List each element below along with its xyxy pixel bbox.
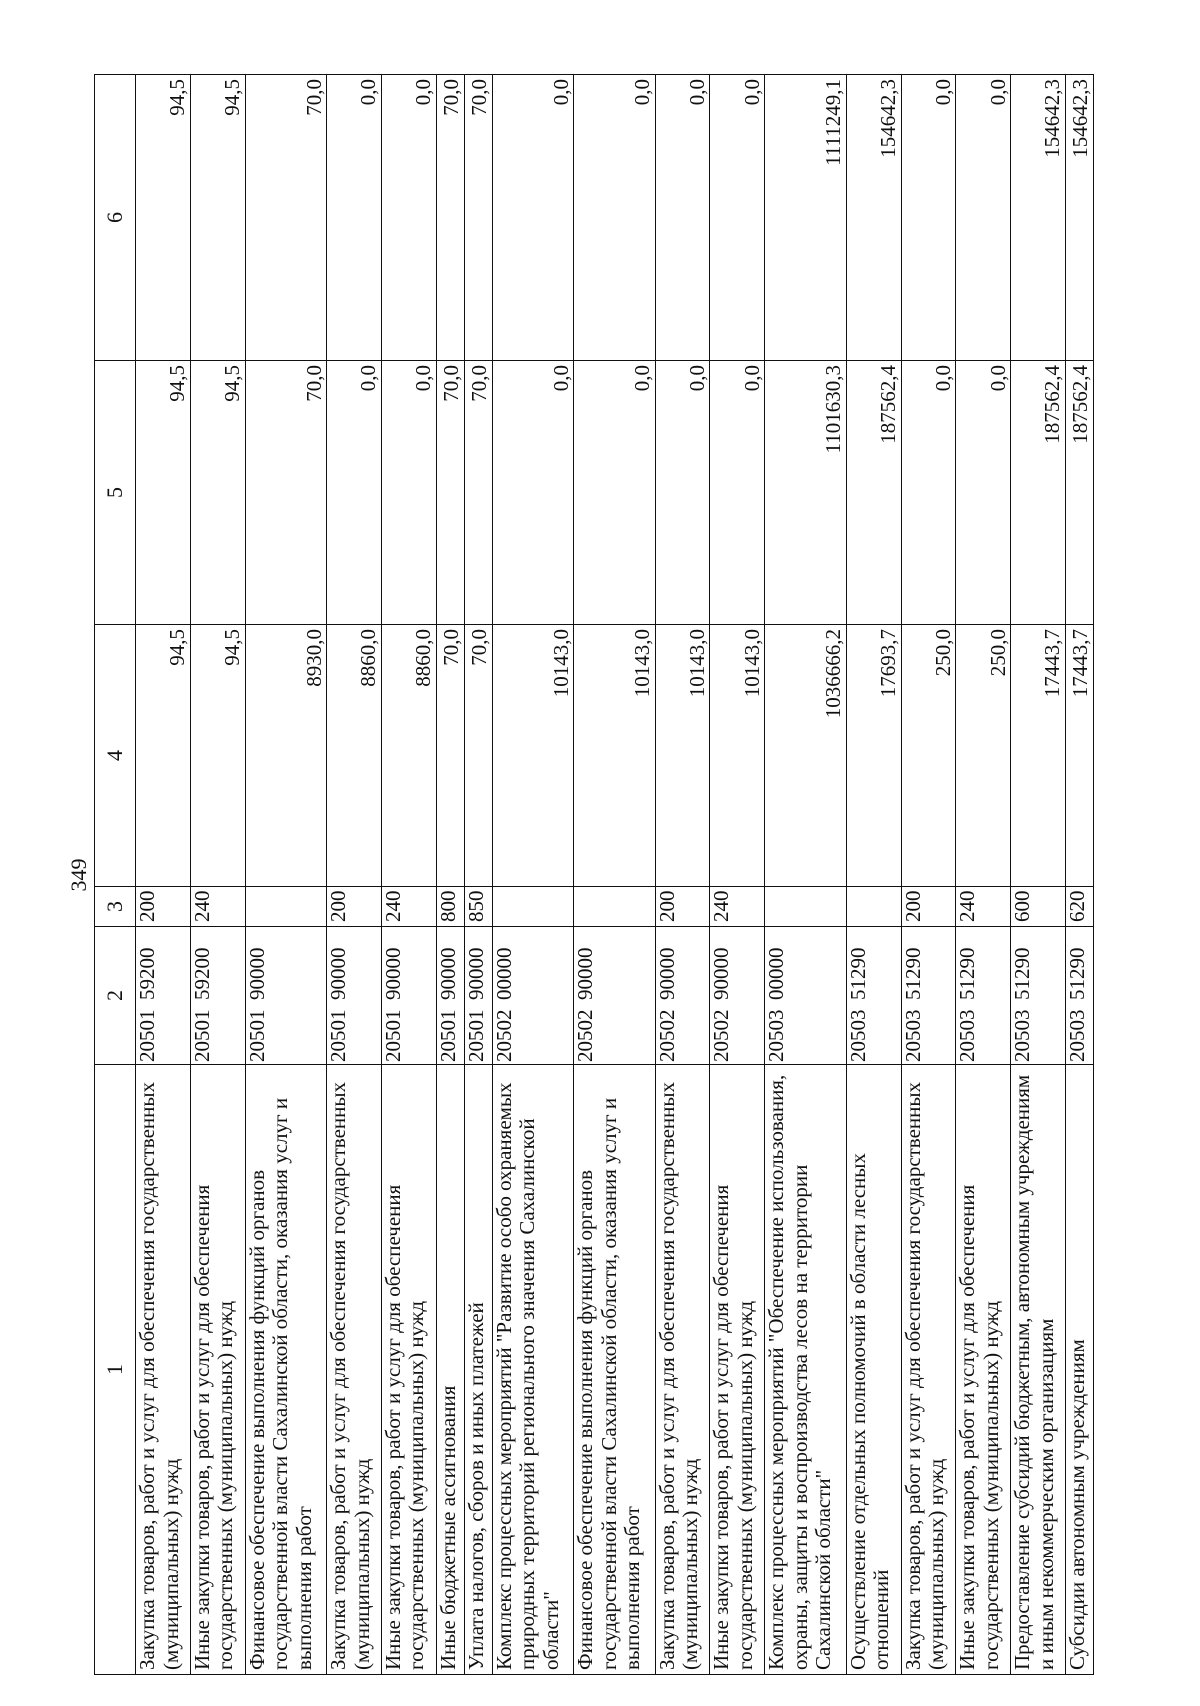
row-type: 240 [381, 887, 436, 927]
code-b: 90000 [435, 947, 460, 1000]
code-a: 20503 [764, 1009, 789, 1062]
row-type: 200 [655, 887, 710, 927]
row-value-5: 0,0 [956, 361, 1011, 625]
row-value-4: 8930,0 [245, 625, 327, 887]
row-type: 620 [1065, 887, 1093, 927]
code-a: 20503 [1010, 1009, 1035, 1062]
row-type: 200 [327, 887, 382, 927]
table-row [846, 75, 901, 1675]
code-b: 51290 [1064, 947, 1089, 1000]
row-value-6: 0,0 [492, 75, 574, 361]
row-value-4: 8860,0 [381, 625, 436, 887]
row-type: 240 [190, 887, 245, 927]
table-row [1011, 75, 1066, 1675]
table-row [574, 75, 656, 1675]
row-code [655, 927, 710, 1065]
row-code [901, 927, 956, 1065]
row-value-4: 8860,0 [327, 625, 382, 887]
code-a: 20502 [573, 1009, 598, 1062]
row-value-4: 10143,0 [492, 625, 574, 887]
row-code [846, 927, 901, 1065]
row-name: Иные закупки товаров, работ и услуг для обеспечения государственных (муниципальных) нужд [381, 1065, 436, 1675]
row-value-4: 17693,7 [846, 625, 901, 887]
row-name: Закупка товаров, работ и услуг для обеспечения государственных (муниципальных) нужд [901, 1065, 956, 1675]
table-row [381, 75, 436, 1675]
row-name: Иные закупки товаров, работ и услуг для обеспечения государственных (муниципальных) нужд [956, 1065, 1011, 1675]
row-name: Субсидии автономным учреждениям [1065, 1065, 1093, 1675]
table-row [901, 75, 956, 1675]
row-type [574, 887, 656, 927]
row-type: 200 [136, 887, 191, 927]
row-value-6: 70,0 [436, 75, 464, 361]
table-row [190, 75, 245, 1675]
row-value-4: 94,5 [190, 625, 245, 887]
row-type [492, 887, 574, 927]
code-a: 20501 [326, 1009, 351, 1062]
row-value-4: 17443,7 [1065, 625, 1093, 887]
code-a: 20502 [709, 1009, 734, 1062]
row-value-5: 70,0 [464, 361, 492, 625]
code-b: 90000 [463, 947, 488, 1000]
row-code [245, 927, 327, 1065]
row-type [245, 887, 327, 927]
code-b: 51290 [955, 947, 980, 1000]
row-value-6: 0,0 [574, 75, 656, 361]
row-type: 200 [901, 887, 956, 927]
row-type: 800 [436, 887, 464, 927]
row-value-5: 0,0 [655, 361, 710, 625]
header-col-6: 6 [95, 75, 136, 361]
row-value-5: 94,5 [190, 361, 245, 625]
row-value-5: 0,0 [710, 361, 765, 625]
row-name: Предоставление субсидий бюджетным, автономным учреждениям и иным некоммерческим организациям [1011, 1065, 1066, 1675]
row-name: Финансовое обеспечение выполнения функций органов государственной власти Сахалинской области, оказания услуг и выполнения работ [574, 1065, 656, 1675]
row-code [464, 927, 492, 1065]
row-value-5: 0,0 [381, 361, 436, 625]
row-name: Иные закупки товаров, работ и услуг для обеспечения государственных (муниципальных) нужд [710, 1065, 765, 1675]
code-b: 59200 [189, 947, 214, 1000]
row-name: Иные бюджетные ассигнования [436, 1065, 464, 1675]
table-header-row [95, 75, 136, 1675]
row-value-6: 154642,3 [1011, 75, 1066, 361]
row-code [574, 927, 656, 1065]
header-col-2: 2 [95, 927, 136, 1065]
row-value-5: 94,5 [136, 361, 191, 625]
table-row [136, 75, 191, 1675]
row-value-6: 1111249,1 [765, 75, 847, 361]
table-row [327, 75, 382, 1675]
row-value-6: 70,0 [464, 75, 492, 361]
row-value-6: 0,0 [381, 75, 436, 361]
code-a: 20503 [845, 1009, 870, 1062]
row-type: 240 [710, 887, 765, 927]
row-code [492, 927, 574, 1065]
row-value-4: 94,5 [136, 625, 191, 887]
row-code [765, 927, 847, 1065]
row-value-4: 70,0 [464, 625, 492, 887]
row-value-4: 17443,7 [1011, 625, 1066, 887]
row-value-6: 94,5 [136, 75, 191, 361]
code-a: 20501 [135, 1009, 159, 1062]
row-value-5: 70,0 [245, 361, 327, 625]
row-value-5: 0,0 [327, 361, 382, 625]
code-b: 90000 [380, 947, 405, 1000]
row-name: Осуществление отдельных полномочий в области лесных отношений [846, 1065, 901, 1675]
row-value-4: 10143,0 [655, 625, 710, 887]
table-row [1065, 75, 1093, 1675]
row-code [956, 927, 1011, 1065]
row-value-5: 0,0 [492, 361, 574, 625]
code-b: 59200 [135, 947, 159, 1000]
code-a: 20503 [900, 1009, 925, 1062]
table-row [245, 75, 327, 1675]
budget-table [94, 74, 1094, 1675]
row-code [190, 927, 245, 1065]
row-type [765, 887, 847, 927]
row-value-6: 94,5 [190, 75, 245, 361]
code-a: 20501 [463, 1009, 488, 1062]
code-a: 20502 [654, 1009, 679, 1062]
row-value-4: 10143,0 [574, 625, 656, 887]
row-value-5: 187562,4 [1065, 361, 1093, 625]
table-row [436, 75, 464, 1675]
table-row [710, 75, 765, 1675]
row-value-6: 0,0 [710, 75, 765, 361]
header-col-1: 1 [95, 1065, 136, 1675]
code-b: 90000 [654, 947, 679, 1000]
row-type [846, 887, 901, 927]
row-value-6: 70,0 [245, 75, 327, 361]
row-code [1065, 927, 1093, 1065]
row-value-5: 1101630,3 [765, 361, 847, 625]
code-b: 00000 [491, 947, 516, 1000]
code-a: 20501 [244, 1009, 269, 1062]
code-a: 20501 [189, 1009, 214, 1062]
header-col-5: 5 [95, 361, 136, 625]
row-code [710, 927, 765, 1065]
rotated-page [40, 75, 1150, 1675]
row-value-5: 187562,4 [1011, 361, 1066, 625]
table-row [655, 75, 710, 1675]
row-value-4: 70,0 [436, 625, 464, 887]
row-code [136, 927, 191, 1065]
code-a: 20502 [491, 1009, 516, 1062]
row-name: Комплекс процессных мероприятий "Обеспечение использования, охраны, защиты и воспроизводства лесов на территории Сахалинской области" [765, 1065, 847, 1675]
code-b: 90000 [326, 947, 351, 1000]
code-a: 20501 [380, 1009, 405, 1062]
row-name: Комплекс процессных мероприятий "Развитие особо охраняемых природных территорий регионального значения Сахалинской области" [492, 1065, 574, 1675]
row-value-5: 70,0 [436, 361, 464, 625]
row-code [1011, 927, 1066, 1065]
row-value-6: 154642,3 [1065, 75, 1093, 361]
row-value-5: 187562,4 [846, 361, 901, 625]
code-b: 51290 [845, 947, 870, 1000]
row-value-6: 154642,3 [846, 75, 901, 361]
row-code [436, 927, 464, 1065]
row-value-5: 0,0 [574, 361, 656, 625]
row-name: Закупка товаров, работ и услуг для обеспечения государственных (муниципальных) нужд [136, 1065, 191, 1675]
row-value-4: 250,0 [956, 625, 1011, 887]
code-b: 90000 [244, 947, 269, 1000]
page-number: 349 [66, 858, 91, 892]
row-name: Финансовое обеспечение выполнения функций органов государственной власти Сахалинской области, оказания услуг и выполнения работ [245, 1065, 327, 1675]
row-value-4: 250,0 [901, 625, 956, 887]
table-row [765, 75, 847, 1675]
row-name: Закупка товаров, работ и услуг для обеспечения государственных (муниципальных) нужд [327, 1065, 382, 1675]
row-code [381, 927, 436, 1065]
header-col-4: 4 [95, 625, 136, 887]
header-col-3: 3 [95, 887, 136, 927]
row-value-4: 1036666,2 [765, 625, 847, 887]
row-name: Закупка товаров, работ и услуг для обеспечения государственных (муниципальных) нужд [655, 1065, 710, 1675]
code-b: 51290 [1010, 947, 1035, 1000]
code-b: 90000 [709, 947, 734, 1000]
code-a: 20503 [1064, 1009, 1089, 1062]
code-a: 20503 [955, 1009, 980, 1062]
row-type: 850 [464, 887, 492, 927]
row-value-5: 0,0 [901, 361, 956, 625]
row-value-4: 10143,0 [710, 625, 765, 887]
row-value-6: 0,0 [956, 75, 1011, 361]
code-b: 00000 [764, 947, 789, 1000]
table-row [956, 75, 1011, 1675]
row-name: Уплата налогов, сборов и иных платежей [464, 1065, 492, 1675]
code-b: 51290 [900, 947, 925, 1000]
row-value-6: 0,0 [327, 75, 382, 361]
row-value-6: 0,0 [901, 75, 956, 361]
row-type: 240 [956, 887, 1011, 927]
row-name: Иные закупки товаров, работ и услуг для обеспечения государственных (муниципальных) нужд [190, 1065, 245, 1675]
row-code [327, 927, 382, 1065]
row-value-6: 0,0 [655, 75, 710, 361]
table-row [464, 75, 492, 1675]
row-type: 600 [1011, 887, 1066, 927]
code-b: 90000 [573, 947, 598, 1000]
code-a: 20501 [435, 1009, 460, 1062]
table-row [492, 75, 574, 1675]
